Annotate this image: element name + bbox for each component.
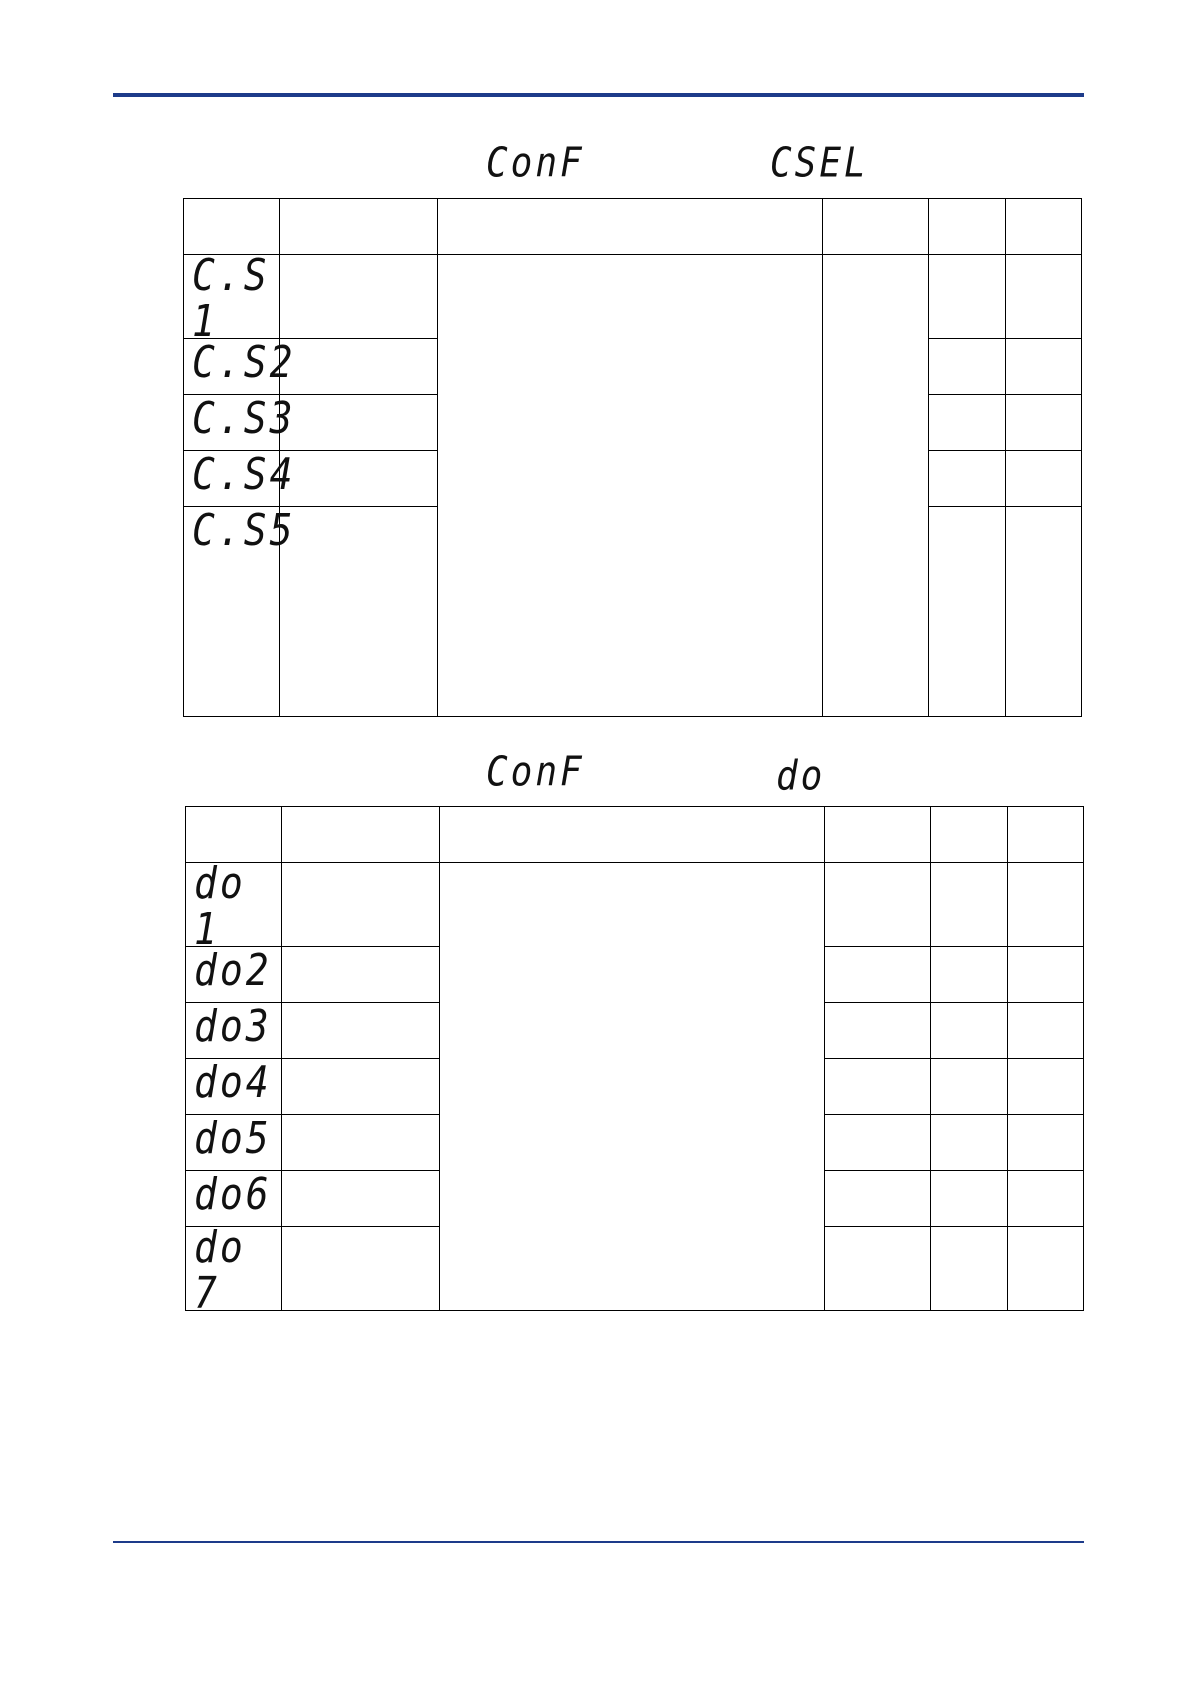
parameter-symbol: do6 xyxy=(194,1168,272,1220)
header-rule xyxy=(113,93,1084,97)
parameter-symbol: do 7 xyxy=(194,1221,246,1319)
footer-rule xyxy=(113,1541,1084,1543)
table-header-row xyxy=(184,199,1082,255)
parameter-symbol: C.S 1 xyxy=(192,249,270,347)
description-cell xyxy=(440,863,825,1311)
description-cell xyxy=(438,255,823,717)
table-header-row xyxy=(186,807,1084,863)
csel-parameter-table xyxy=(183,198,1082,717)
submenu-symbol-do: do xyxy=(776,752,826,800)
parameter-symbol: C.S3 xyxy=(192,392,296,444)
table-row xyxy=(186,863,1084,947)
parameter-symbol: C.S4 xyxy=(192,448,296,500)
parameter-symbol: do2 xyxy=(194,944,272,996)
table-row xyxy=(184,255,1082,339)
parameter-symbol: C.S5 xyxy=(192,504,296,556)
do-parameter-table xyxy=(185,806,1084,1319)
parameter-symbol: do5 xyxy=(194,1112,272,1164)
submenu-symbol-csel: CSEL xyxy=(770,139,869,187)
parameter-symbol: do3 xyxy=(194,1000,272,1052)
setting-range-cell xyxy=(823,255,929,717)
parameter-symbol: do 1 xyxy=(194,857,246,955)
parameter-symbol: C.S2 xyxy=(192,336,296,388)
parameter-symbol: do4 xyxy=(194,1056,272,1108)
menu-symbol-conf: ConF xyxy=(486,748,585,796)
menu-symbol-conf: ConF xyxy=(486,139,585,187)
